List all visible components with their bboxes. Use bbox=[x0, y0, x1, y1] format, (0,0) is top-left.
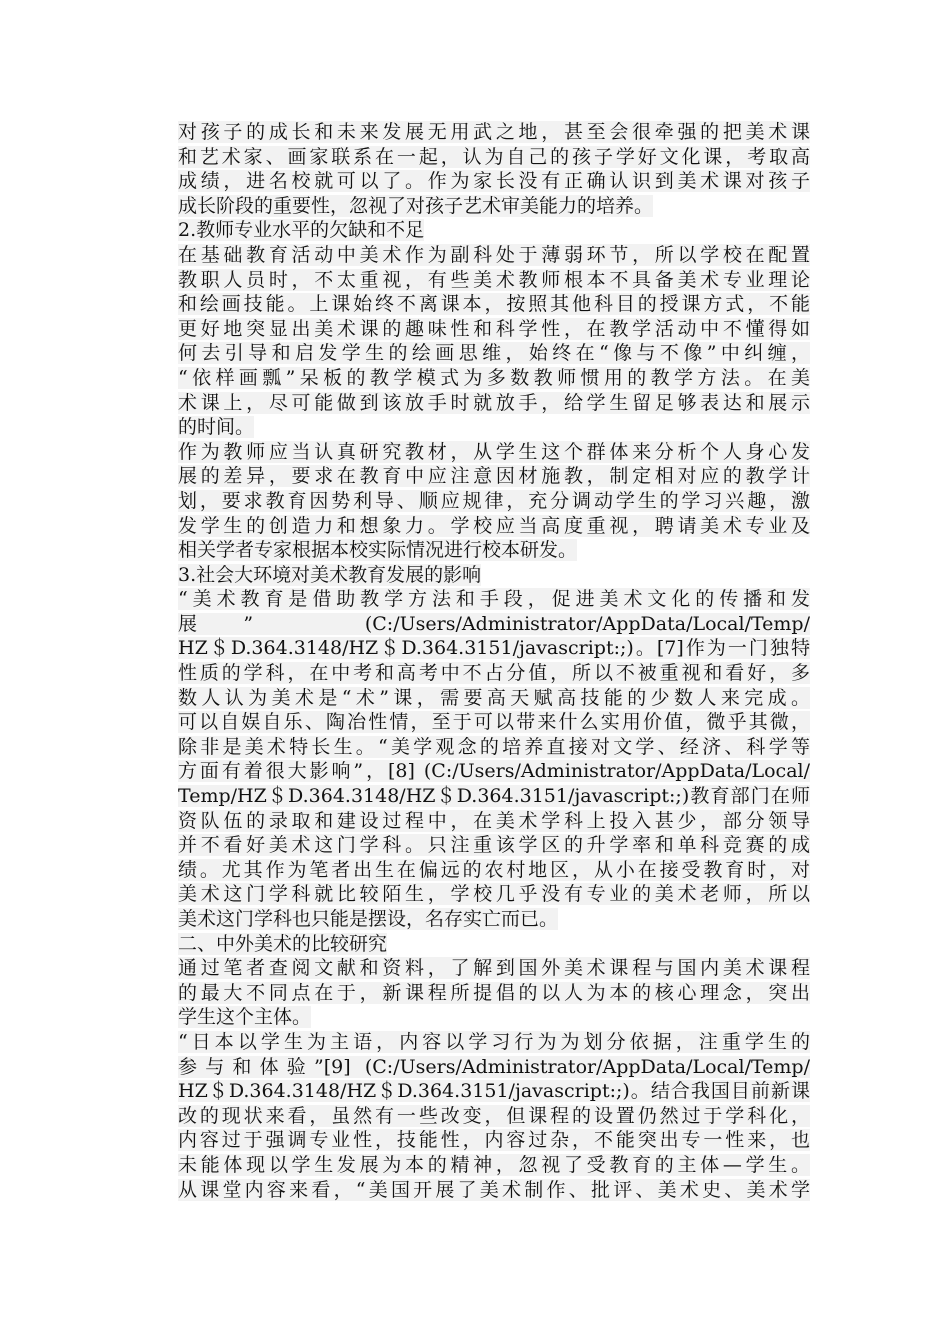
text-line-content: 美术这门学科也只能是摆设，名存实亡而已。 bbox=[178, 908, 559, 930]
text-line-content: 作为教师应当认真研究教材，从学生这个群体来分析个人身心发 bbox=[178, 440, 810, 463]
text-line-content: 何去引导和启发学生的绘画思维，始终在“像与不像”中纠缠， bbox=[178, 342, 810, 365]
text-line bbox=[178, 538, 810, 563]
text-line bbox=[178, 292, 810, 317]
text-line-content: 和绘画技能。上课始终不离课本，按照其他科目的授课方式，不能 bbox=[178, 293, 810, 316]
text-line bbox=[178, 735, 810, 760]
text-line bbox=[178, 1055, 810, 1080]
text-line bbox=[178, 169, 810, 194]
text-line bbox=[178, 489, 810, 514]
text-line-content: 的最大不同点在于，新课程所提倡的以人为本的核心理念，突出 bbox=[178, 981, 810, 1004]
text-line-content: 改的现状来看，虽然有一些改变，但课程的设置仍然过于学科化， bbox=[178, 1104, 810, 1127]
text-line-content: 发学生的创造力和想象力。学校应当高度重视，聘请美术专业及 bbox=[178, 514, 810, 537]
text-line-content: 3.社会大环境对美术教育发展的影响 bbox=[178, 563, 482, 586]
text-line-content: 2.教师专业水平的欠缺和不足 bbox=[178, 219, 425, 242]
text-line-content: HZ＄D.364.3148/HZ＄D.364.3151/javascript:;)。结合我国目前新课 bbox=[178, 1080, 810, 1103]
text-line-content: 方面有着很大影响”，[8] (C:/Users/Administrator/AppData/Local/ bbox=[178, 760, 810, 783]
text-line bbox=[178, 661, 810, 686]
text-line bbox=[178, 833, 810, 858]
text-line-content: 术课上，尽可能做到该放手时就放手，给学生留足够表达和展示 bbox=[178, 391, 810, 414]
text-line bbox=[178, 194, 810, 219]
text-line-content: 数人认为美术是“术”课，需要高天赋高技能的少数人来完成。 bbox=[178, 686, 810, 709]
text-line-content: 从课堂内容来看，“美国开展了美术制作、批评、美术史、美术学 bbox=[178, 1178, 810, 1201]
text-line-content: 相关学者专家根据本校实际情况进行校本研发。 bbox=[178, 539, 578, 562]
text-line-content: 性质的学科，在中考和高考中不占分值，所以不被重视和看好，多 bbox=[178, 662, 810, 685]
text-line bbox=[178, 636, 810, 661]
text-line-content: 二、中外美术的比较研究 bbox=[178, 932, 388, 955]
text-line-content: 通过笔者查阅文献和资料，了解到国外美术课程与国内美术课程 bbox=[178, 957, 810, 980]
text-line bbox=[178, 612, 810, 637]
text-line-content: 对孩子的成长和未来发展无用武之地，甚至会很牵强的把美术课 bbox=[178, 121, 810, 143]
text-line-content: 的时间。 bbox=[178, 416, 255, 439]
text-line bbox=[178, 907, 810, 932]
text-line bbox=[178, 218, 810, 243]
text-line bbox=[178, 981, 810, 1006]
text-line-content: 学生这个主体。 bbox=[178, 1006, 312, 1029]
text-line bbox=[178, 1104, 810, 1129]
text-line bbox=[178, 1005, 810, 1030]
text-line bbox=[178, 710, 810, 735]
text-line-content: 资队伍的录取和建设过程中，在美术学科上投入甚少，部分领导 bbox=[178, 809, 810, 832]
text-line bbox=[178, 391, 810, 416]
text-line bbox=[178, 1153, 810, 1178]
text-line bbox=[178, 317, 810, 342]
text-line-content: Temp/HZ＄D.364.3148/HZ＄D.364.3151/javascript:;)教育部门在师 bbox=[178, 785, 810, 808]
text-line-content: “日本以学生为主语，内容以学习行为为划分依据，注重学生的 bbox=[178, 1030, 810, 1053]
text-line bbox=[178, 440, 810, 465]
text-line-content: “依样画瓢”呆板的教学模式为多数教师惯用的教学方法。在美 bbox=[178, 366, 810, 389]
text-line-content: 展 ” (C:/Users/Administrator/AppData/Local/Temp/ bbox=[178, 612, 810, 635]
text-line bbox=[178, 759, 810, 784]
text-line bbox=[178, 858, 810, 883]
text-line-content: 美术这门学科就比较陌生，学校几乎没有专业的美术老师，所以 bbox=[178, 883, 810, 906]
text-line-content: 划，要求教育因势利导、顺应规律，充分调动学生的学习兴趣，激 bbox=[178, 489, 810, 512]
text-line bbox=[178, 366, 810, 391]
text-line bbox=[178, 809, 810, 834]
text-line bbox=[178, 268, 810, 293]
text-line-content: 展的差异，要求在教育中应注意因材施教，制定相对应的教学计 bbox=[178, 465, 810, 488]
text-line bbox=[178, 686, 810, 711]
text-line-content: 成长阶段的重要性，忽视了对孩子艺术审美能力的培养。 bbox=[178, 194, 654, 217]
text-line bbox=[178, 784, 810, 809]
text-line-content: 除非是美术特长生。“美学观念的培养直接对文学、经济、科学等 bbox=[178, 735, 810, 758]
text-line bbox=[178, 1079, 810, 1104]
text-line bbox=[178, 882, 810, 907]
text-line-content: 成绩，进名校就可以了。作为家长没有正确认识到美术课对孩子 bbox=[178, 170, 810, 193]
text-line bbox=[178, 1030, 810, 1055]
text-line-content: 可以自娱自乐、陶冶性情，至于可以带来什么实用价值，微乎其微， bbox=[178, 711, 810, 734]
text-line bbox=[178, 415, 810, 440]
text-line bbox=[178, 120, 810, 145]
text-line-content: 更好地突显出美术课的趣味性和科学性，在教学活动中不懂得如 bbox=[178, 317, 810, 340]
text-line-content: 内容过于强调专业性，技能性，内容过杂，不能突出专一性来，也 bbox=[178, 1129, 810, 1152]
text-line bbox=[178, 514, 810, 539]
text-line-content: “美术教育是借助教学方法和手段，促进美术文化的传播和发 bbox=[178, 588, 810, 611]
text-line bbox=[178, 563, 810, 588]
text-line bbox=[178, 1178, 810, 1203]
text-line bbox=[178, 464, 810, 489]
text-line-content: 参与和体验”[9] (C:/Users/Administrator/AppData/Local/Temp/ bbox=[178, 1055, 810, 1078]
text-line bbox=[178, 341, 810, 366]
document-body bbox=[178, 120, 810, 1202]
text-line bbox=[178, 956, 810, 981]
text-line bbox=[178, 243, 810, 268]
text-line-content: 和艺术家、画家联系在一起，认为自己的孩子学好文化课，考取高 bbox=[178, 145, 810, 168]
text-line-content: 在基础教育活动中美术作为副科处于薄弱环节，所以学校在配置 bbox=[178, 243, 810, 266]
text-line bbox=[178, 1128, 810, 1153]
text-line bbox=[178, 932, 810, 957]
text-line-content: 未能体现以学生发展为本的精神，忽视了受教育的主体—学生。 bbox=[178, 1153, 810, 1176]
text-line bbox=[178, 145, 810, 170]
text-line-content: 绩。尤其作为笔者出生在偏远的农村地区，从小在接受教育时，对 bbox=[178, 858, 810, 881]
text-line-content: 并不看好美术这门学科。只注重该学区的升学率和单科竞赛的成 bbox=[178, 834, 810, 857]
text-line bbox=[178, 587, 810, 612]
text-line-content: HZ＄D.364.3148/HZ＄D.364.3151/javascript:;)。[7]作为一门独特 bbox=[178, 637, 810, 660]
text-line-content: 教职人员时，不太重视，有些美术教师根本不具备美术专业理论 bbox=[178, 268, 810, 291]
